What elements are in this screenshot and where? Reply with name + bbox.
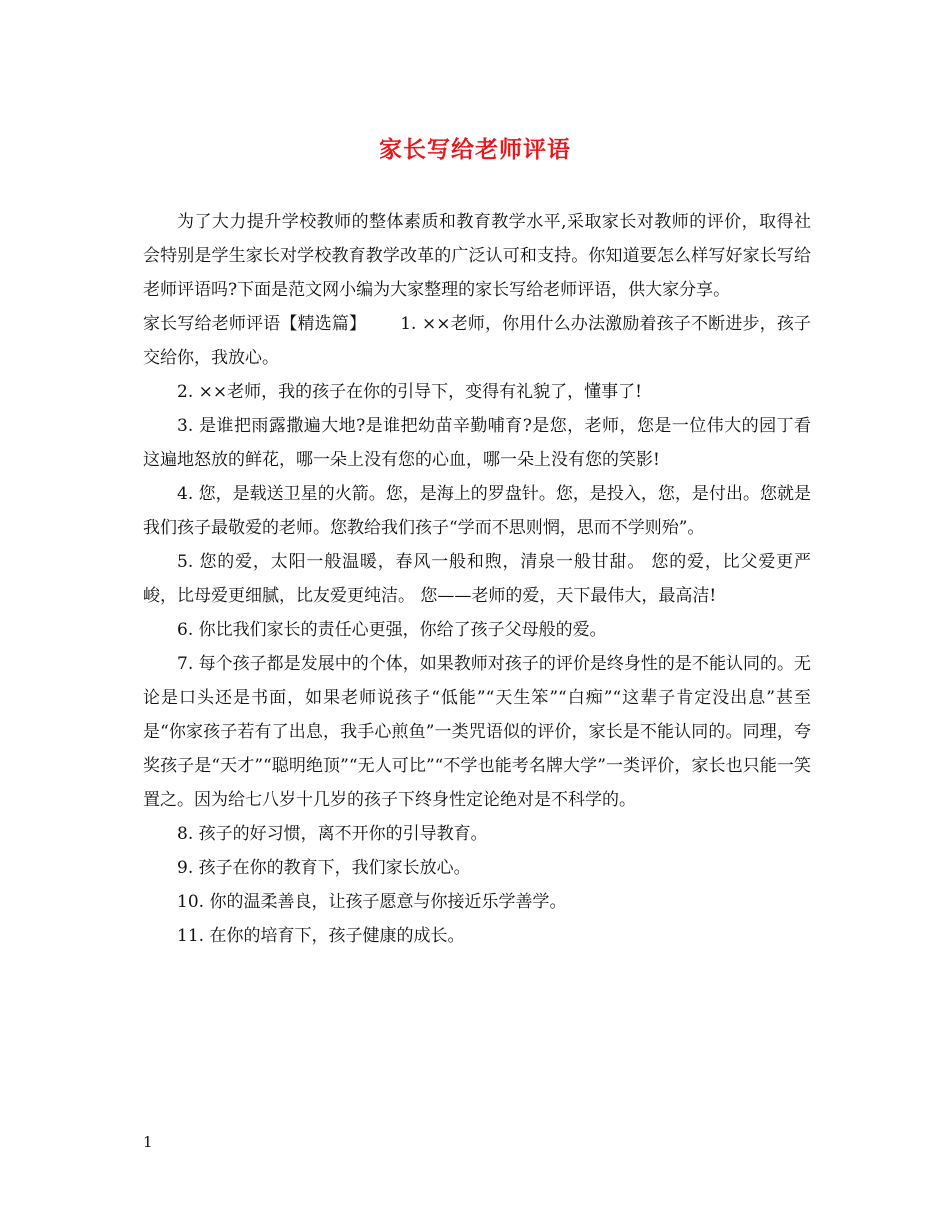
list-item: 4. 您，是载送卫星的火箭。您，是海上的罗盘针。您，是投入，您，是付出。您就是我们孩子最敬爱的老师。您教给我们孩子“学而不思则惘，思而不学则殆”。 xyxy=(143,484,811,538)
list-item: 10. 你的温柔善良，让孩子愿意与你接近乐学善学。 xyxy=(177,892,567,912)
list-item: 7. 每个孩子都是发展中的个体，如果教师对孩子的评价是终身性的是不能认同的。无论是口头还是书面，如果老师说孩子“低能”“天生笨”“白痴”“这辈子肯定没出息”甚至是“你家孩子若有了出息，我手心煎鱼”一类咒语似的评价，家长是不能认同的。同理，夸奖孩子是“天才”“聪明绝顶”“无人可比”“不学也能考名牌大学”一类评价，家长也只能一笑置之。因为给七八岁十几岁的孩子下终身性定论绝对是不科学的。 xyxy=(143,654,811,810)
list-item: 2. ××老师，我的孩子在你的引导下，变得有礼貌了，懂事了! xyxy=(177,382,642,402)
list-item: 3. 是谁把雨露撒遍大地?是谁把幼苗辛勤哺育?是您，老师，您是一位伟大的园丁看这遍地怒放的鲜花，哪一朵上没有您的心血，哪一朵上没有您的笑影! xyxy=(143,416,811,470)
list-item: 8. 孩子的好习惯，离不开你的引导教育。 xyxy=(177,824,488,844)
list-item: 9. 孩子在你的教育下，我们家长放心。 xyxy=(177,858,471,878)
document-title: 家长写给老师评语 xyxy=(379,136,571,163)
list-item: 6. 你比我们家长的责任心更强，你给了孩子父母般的爱。 xyxy=(177,620,607,640)
section-first-paragraph xyxy=(143,307,811,375)
list-item: 5. 您的爱，太阳一般温暖，春风一般和煦，清泉一般甘甜。 您的爱，比父爱更严峻，比母爱更细腻，比友爱更纯洁。 您——老师的爱，天下最伟大，最高洁! xyxy=(143,552,811,606)
intro-paragraph: 为了大力提升学校教师的整体素质和教育教学水平,采取家长对教师的评价，取得社会特别是学生家长对学校教育教学改革的广泛认可和支持。你知道要怎么样写好家长写给老师评语吗?下面是范文网小编为大家整理的家长写给老师评语，供大家分享。 xyxy=(143,212,811,300)
list-item: 11. 在你的培育下，孩子健康的成长。 xyxy=(177,926,465,946)
list-item: 1. ××老师，你用什么办法激励着孩子不断进步，孩子交给你，我放心。 xyxy=(143,314,811,368)
page-number: 1 xyxy=(143,1133,153,1151)
document-body xyxy=(143,205,811,953)
section-heading: 家长写给老师评语【精选篇】 xyxy=(143,314,367,334)
